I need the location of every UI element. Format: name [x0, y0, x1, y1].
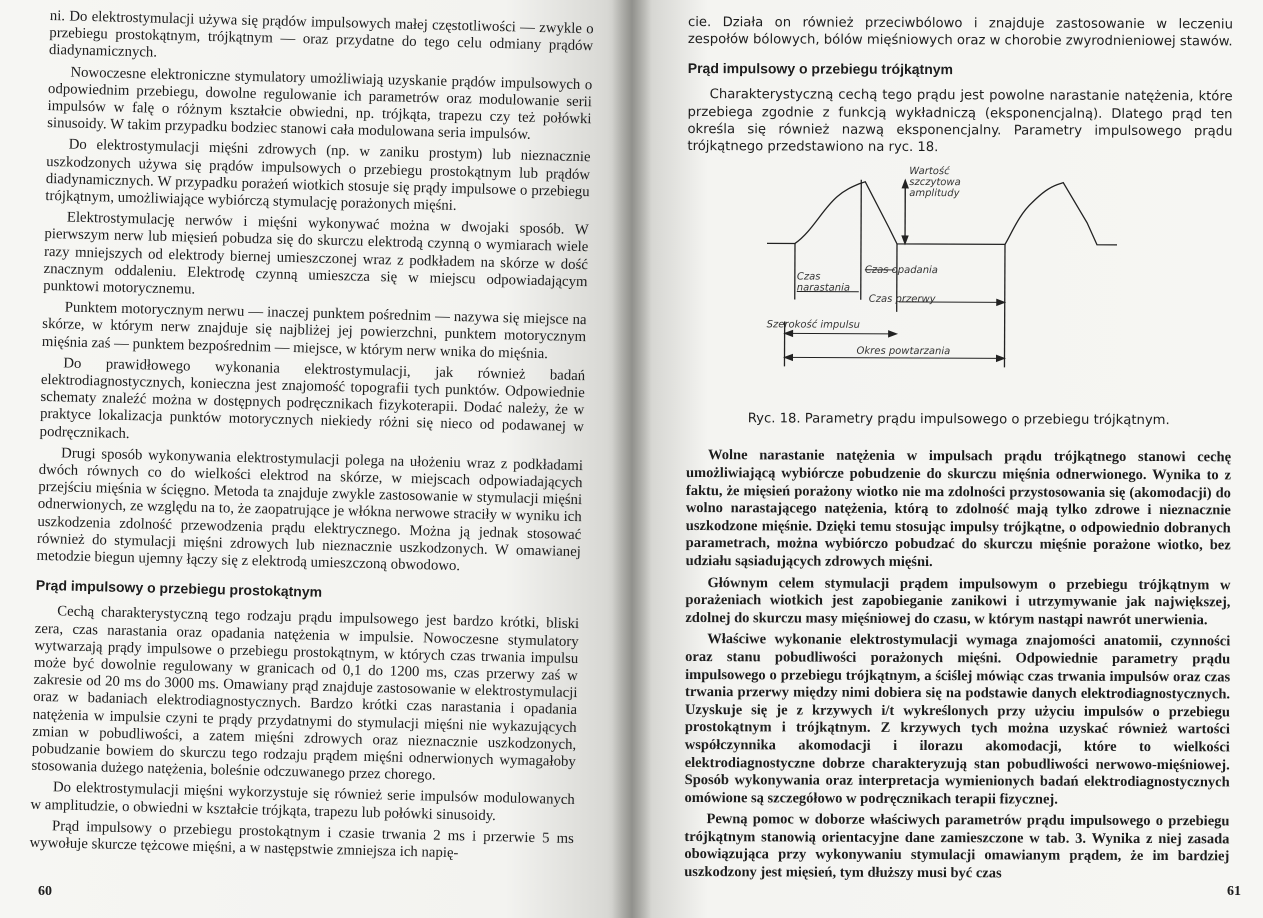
label-rise-time: Czas narastania — [796, 271, 851, 294]
left-paragraph-3: Do elektrostymulacji mięśni zdrowych (np. w zaniku prostym) lub nieznacznie uszkodzonych używa się prądów impulsowych o przebiegu prostokątnym lub prądów diadynamicznych. W przypadku porażeń wiotkich stosuje się prądy impulsowe o przebiegu trójkątnym, umożliwiające wybiórczą stymulację porażonych mięśni. — [45, 136, 591, 215]
right-intro-paragraph: cie. Działa on również przeciwbólowo i znajduje zastosowanie w leczeniu zespołów bólowych, bólów mięśniowych oraz w chorobie zwyrodnieniowej stawów. — [687, 14, 1233, 50]
figure-caption: Ryc. 18. Parametry prądu impulsowego o przebiegu trójkątnym. — [747, 411, 1170, 429]
label-period: Okres powtarzania — [856, 345, 951, 358]
left-paragraph-4: Elektrostymulację nerwów i mięśni wykonywać można w dwojaki sposób. W pierwszym nerw lub mięsień pobudza się do skurczu elektrodą czynną o wymiarach wiele razy mniejszych od elektrody biernej umieszczonej wraz z podkładem na skórze w dość znacznym oddaleniu. Elektrodę czynną umieszcza się w miejscu odpowiadającym punktowi motorycznemu. — [43, 209, 589, 298]
left-page-number: 60 — [38, 884, 52, 899]
label-pause: Czas przerwy — [868, 294, 936, 306]
left-paragraph-8: Cechą charakterystyczną tego rodzaju prądu impulsowego jest bardzo krótki, bliski zera, czas narastania oraz opadania natężenia w impulsie. Nowoczesne stymulatory wytwarzają prądy impulsowe o przebiegu prostokątnym, w których czas trwania impulsu może być dowolnie regulowany w granicach od 0,1 do 1200 ms, czas przerwy zaś w zakresie od 20 ms do 3000 ms. Omawiany prąd znajduje zastosowanie w elektrostymulacji oraz w badaniach elektrodiagnostycznych. Bardzo krótki czas narastania i opadania natężenia w impulsie czyni te prądy przydatnymi do stymulacji mięśni nie wykazujących zmian w pobudliwości, a zatem mięśni zdrowych oraz nieznacznie uszkodzonych, pobudzanie bowiem do skurczu tego rodzaju prądem mięśni odnerwionych wymagałoby stosowania dużego natężenia, boleśnie odczuwanego przez chorego. — [31, 603, 580, 784]
left-paragraph-1: ni. Do elektrostymulacji używa się prądów impulsowych małej częstotliwości — zwykle o przebiegu prostokątnym, trójkątnym — oraz przydatne do tego celu odmiany prądów diadynamicznych. — [48, 8, 594, 62]
left-paragraph-6: Do prawidłowego wykonania elektrostymulacji, jak również badań elektrodiagnostycznych, konieczna jest znajomość topografii tych punktów. Odpowiednie schematy znaleźć można w dostępnych podręcznikach fizykoterapii. Dodać należy, że w praktyce lokalizacja punktów motorycznych niekiedy różni się nieco od podawanej w podręcznikach. — [39, 355, 586, 442]
left-paragraph-5: Punktem motorycznym nerwu — inaczej punktem pośrednim — nazywa się miejsce na skórze, w którym nerw znajduje się najbliżej jej powierzchni, punktem motorycznym mięśnia zaś — punktem bezpośrednim — miejsce, w którym nerw wnika do mięśnia. — [41, 299, 587, 362]
right-paragraph-2: Wolne narastanie natężenia w impulsach prądu trójkątnego stanowi cechę umożliwiającą wybiórcze pobudzenie do skurczu mięśnia odnerwionego. Wynika to z faktu, że mięsień porażony wiotko nie ma zdolności przystosowania się (akomodacji) do wolno narastającego natężenia, którą to zdolność mają tylko zdrowe i nieznacznie uszkodzone mięśnie. Dzięki temu stosując impulsy trójkątne, o odpowiednio dobranych parametrach, można wybiórczo pobudzać do skurczu mięśnie porażone wiotko, bez udziału sąsiadujących zdrowych mięśni. — [685, 447, 1232, 571]
period-arrow — [787, 358, 1003, 359]
figure-18 — [686, 161, 1232, 408]
left-paragraph-10: Prąd impulsowy o przebiegu prostokątnym i czasie trwania 2 ms i przerwie 5 ms wywołuje skurcze tężcowe mięśni, a w następstwie zmniejsza ich napię- — [29, 818, 575, 862]
label-fall-time: Czas opadania — [864, 264, 938, 277]
right-paragraph-4: Właściwe wykonanie elektrostymulacji wymaga znajomości anatomii, czynności oraz stanu pobudliwości porażonych mięśni. Odpowiednie parametry prądu impulsowego o przebiegu trójkątnym, a ściślej mówiąc czas trwania impulsów oraz czas trwania przerwy między nimi dobiera się na podstawie danych elektrodiagnostycznych. Uzyskuje się je z krzywych i/t wykreślonych przy użyciu impulsów o przebiegu prostokątnym i trójkątnym. Z krzywych tych można uzyskać również wartości współczynnika akomodacji i ilorazu akomodacji, które to wielkości elektrodiagnostyczne dobrze charakteryzują stan pobudliwości nerwowo-mięśniowej. Sposób wykonywania oraz interpretacja wymienionych badań elektrodiagnostycznych omówione są szczegółowo w podręcznikach terapii fizycznej. — [684, 631, 1231, 808]
left-page-text — [29, 8, 593, 865]
right-section-heading: Prąd impulsowy o przebiegu trójkątnym — [687, 60, 954, 78]
left-paragraph-2: Nowoczesne elektroniczne stymulatory umożliwiają uzyskanie prądów impulsowych o odpowiednim przebiegu, dowolne regulowanie ich parametrów oraz modulowanie serii impulsów w falę o różnym kształcie obwiedni, np. trójkąta, trapezu czy też połówki sinusoidy. W takim przypadku bodziec stanowi cała modulowana seria impulsów. — [46, 64, 593, 143]
peak-guide — [861, 180, 862, 300]
right-page-number: 61 — [1227, 884, 1241, 899]
left-paragraph-7: Drugi sposób wykonywania elektrostymulacji polega na ułożeniu wraz z podkładami dwóch równych co do wielkości elektrod na skórze, w miejscach odpowiadających przejściu mięśnia w ścięgno. Metoda ta znajduje zwykle zastosowanie w stymulacji mięśni odnerwionych, ze względu na to, że zaopatrujące je włókna nerwowe straciły w wyniku ich uszkodzenia zdolność przewodzenia prądu elektrycznego. Można ją jednak stosować również do stymulacji mięśni zdrowych lub nieznacznie uszkodzonych. W omawianej metodzie biegun ujemny łączy się z elektrodą umieszczoną obwodowo. — [36, 445, 584, 575]
label-peak-amplitude: Wartość szczytowa amplitudy — [909, 166, 961, 200]
next-pulse-guide — [1004, 245, 1005, 368]
right-paragraph-5: Pewną pomoc w doborze właściwych parametrów prądu impulsowego o przebiegu trójkątnym stanowią orientacyjne dane zamieszczone w tab. 3. Wynika z niej zasada obowiązująca przy wykonywaniu stymulacji omawianym prądem, że im bardziej uszkodzony jest mięsień, tym dłuższy musi być czas — [684, 811, 1230, 882]
left-section-heading: Prąd impulsowy o przebiegu prostokątnym — [35, 577, 323, 601]
left-paragraph-9: Do elektrostymulacji mięśni wykorzystuje się również serie impulsów modulowanych w amplitudzie, o obwiedni w kształcie trójkąta, trapezu lub połówki sinusoidy. — [30, 779, 575, 824]
right-page — [632, 0, 1263, 918]
right-page-text — [684, 14, 1233, 884]
label-pulse-width: Szerokość impulsu — [766, 319, 860, 331]
right-paragraph-1: Charakterystyczną cechą tego prądu jest powolne narastanie natężenia, które przebiega zgodnie z funkcją wykładniczą (eksponencjalną). Dlatego prąd ten określa się również nazwą eksponencjalny. Parametry impulsowego prądu trójkątnego przedstawiono na ryc. 18. — [687, 87, 1233, 156]
right-paragraph-3: Głównym celem stymulacji prądem impulsowym o przebiegu trójkątnym w porażeniach wiotkich jest zapobieganie zanikowi i utrzymywanie jak największej, zdolnej do skurczu masy mięśniowej do czasu, w którym nastąpi nawrót unerwienia. — [685, 574, 1231, 629]
